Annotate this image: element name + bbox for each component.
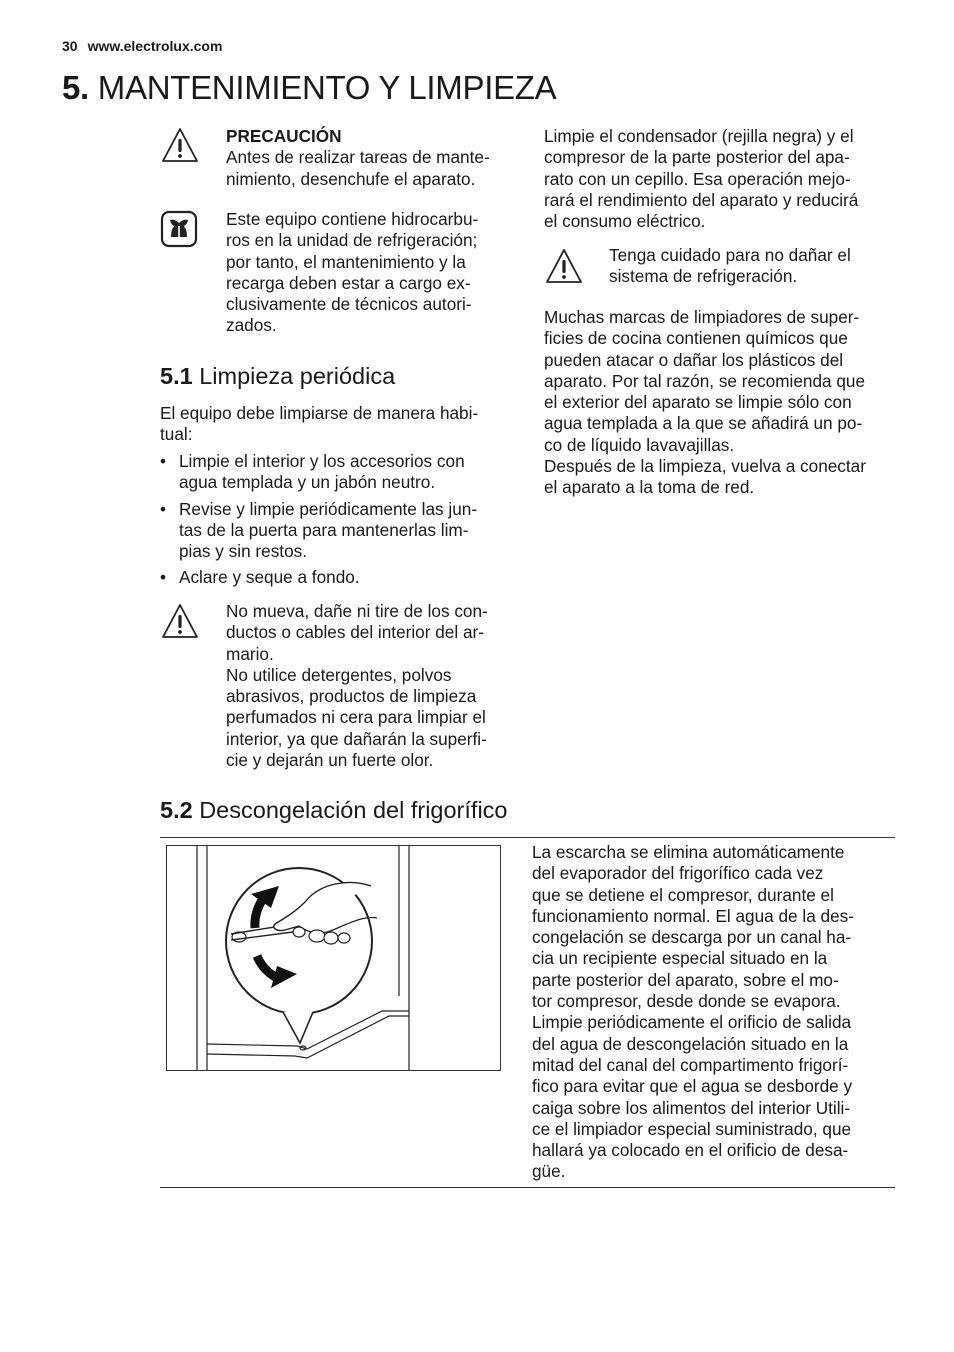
list-item: • Limpie el interior y los accesorios con agua templada y un jabón neutro. — [160, 451, 520, 494]
table-top-rule — [160, 837, 895, 838]
section-heading-5-2 — [160, 795, 507, 825]
caution-block — [226, 126, 526, 190]
website-url: www.electrolux.com — [87, 38, 223, 54]
section-title: Descongelación del frigorífico — [199, 797, 508, 823]
defrost-illustration — [166, 845, 501, 1071]
refrigeration-warning: Tenga cuidado para no dañar el sistema de refrigeración. — [609, 245, 851, 287]
defrost-text: La escarcha se elimina automáticamente del evaporador del frigorífico cada vez que se detiene el compresor, durante el funcionamiento normal. El agua de la des- congelación se descarga por un canal ha- cia un recipiente especial situado en la parte posterior del aparato, sobre el mo- tor compresor, desde donde se evapora. Limpie periódicamente el orificio de salida del agua de descongelación situado en la mitad del canal del compartimento frigorí- fico para evitar que el agua se desborde y caiga sobre los alimentos del interior Utili- ce el limpiador especial suministrado, que hallará ya colocado en el orificio de desa- güe. — [532, 842, 854, 1182]
caution-text: Antes de realizar tareas de mante- nimiento, desenchufe el aparato. — [226, 147, 490, 189]
page-header — [62, 38, 222, 54]
eco-note: Este equipo contiene hidrocarbu- ros en la unidad de refrigeración; por tanto, el mantenimiento y la recarga deben estar a cargo ex- clusivamente de técnicos autori- zados. — [226, 209, 479, 336]
section-number: 5.1 — [160, 363, 193, 389]
environment-icon — [160, 210, 198, 253]
page-title — [62, 66, 556, 110]
bullet-list — [160, 451, 520, 594]
table-bottom-rule — [160, 1187, 895, 1188]
chapter-title: MANTENIMIENTO Y LIMPIEZA — [97, 69, 557, 106]
section-heading-5-1 — [160, 361, 395, 391]
warning-icon — [160, 602, 200, 645]
cleaning-warning: No mueva, dañe ni tire de los con- ductos o cables del interior del ar- mario. No utilice detergentes, polvos abrasivos, productos de limpieza perfumados ni cera para limpiar el interior, ya que dañarán la superfi- cie y dejarán un fuerte olor. — [226, 601, 488, 771]
warning-icon — [544, 247, 584, 290]
section-number: 5.2 — [160, 797, 193, 823]
section-intro: El equipo debe limpiarse de manera habi- tual: — [160, 403, 479, 445]
list-item: • Aclare y seque a fondo. — [160, 567, 520, 588]
warning-icon — [160, 126, 200, 169]
chapter-number: 5. — [62, 69, 89, 106]
caution-heading: PRECAUCIÓN — [226, 126, 342, 146]
page-number: 30 — [62, 38, 78, 54]
list-item: • Revise y limpie periódicamente las jun- tas de la puerta para mantenerlas lim- pias y sin restos. — [160, 499, 520, 563]
cleaners-text: Muchas marcas de limpiadores de super- ficies de cocina contienen químicos que pueden atacar o dañar los plásticos del aparato. Por tal razón, se recomienda que el exterior del aparato se limpie sólo con agua templada a la que se añadirá un po- co de líquido lavavajillas. Después de la limpieza, vuelva a conectar el aparato a la toma de red. — [544, 307, 866, 498]
condenser-text: Limpie el condensador (rejilla negra) y el compresor de la parte posterior del apa- rato con un cepillo. Esa operación mejo- rará el rendimiento del aparato y reducirá el consumo eléctrico. — [544, 126, 859, 232]
section-title: Limpieza periódica — [199, 363, 396, 389]
